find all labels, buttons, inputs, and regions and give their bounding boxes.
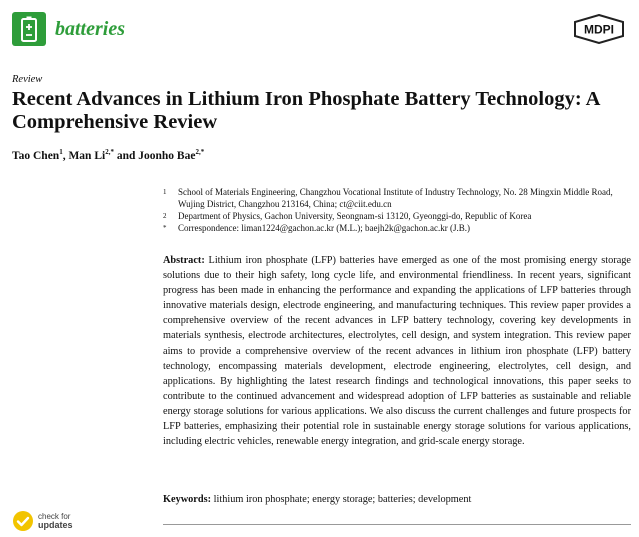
author-name[interactable]: Tao Chen: [12, 149, 60, 162]
affiliation-mark: 2: [163, 212, 167, 220]
section-divider: [163, 524, 631, 525]
affiliation-item: [163, 210, 633, 222]
keywords: [163, 494, 631, 505]
mdpi-wordmark: MDPI: [584, 22, 614, 37]
journal-name: batteries: [55, 17, 125, 40]
author-separator: ,: [62, 149, 69, 162]
author-separator: and: [113, 149, 139, 162]
journal-logo[interactable]: [12, 12, 125, 46]
abstract-label: Abstract:: [163, 255, 205, 266]
correspondence-text[interactable]: Correspondence: liman1224@gachon.ac.kr (M.L.); baejh2k@gachon.ac.kr (J.B.): [178, 223, 470, 233]
battery-icon: [12, 12, 46, 46]
correspondence-mark: *: [163, 224, 167, 232]
author-affiliation-mark: 2,*: [105, 148, 114, 156]
author-affiliation-mark: 2,*: [195, 148, 205, 156]
author-affiliation-mark: 1: [59, 148, 63, 156]
author-name[interactable]: Man Li: [68, 149, 106, 162]
article-title: Recent Advances in Lithium Iron Phosphate Battery Technology: A Comprehensive Review: [12, 88, 600, 133]
keywords-text: lithium iron phosphate; energy storage; batteries; development: [213, 494, 472, 505]
check-updates-line2: updates: [38, 520, 73, 530]
author-list: [12, 148, 204, 162]
affiliation-item: [163, 186, 633, 210]
check-updates-line1: check for: [38, 512, 71, 521]
abstract: [163, 253, 631, 449]
check-for-updates-badge[interactable]: [12, 510, 73, 532]
article-type: Review: [12, 74, 43, 85]
affiliation-text: School of Materials Engineering, Changzhou Vocational Institute of Industry Technology, No. 28 Mingxin Middle Road, Wujing District, Changzhou 213164, China; ct@ciit.edu.cn: [178, 187, 613, 209]
keywords-label: Keywords:: [163, 494, 212, 505]
affiliation-item: [163, 222, 633, 234]
affiliation-text: Department of Physics, Gachon University, Seongnam-si 13120, Gyeonggi-do, Republic of Korea: [178, 211, 532, 221]
check-updates-icon: [12, 510, 34, 532]
affiliations: [163, 186, 633, 234]
author-name[interactable]: Joonho Bae: [138, 149, 196, 162]
mdpi-logo[interactable]: [573, 14, 625, 49]
abstract-text: Lithium iron phosphate (LFP) batteries have emerged as one of the most promising energy storage solutions due to their high safety, long cycle life, and environmental friendliness. In recent years, significant progress has been made in enhancing the performance and expanding the applications of LFP batteries through innovative materials design, electrode engineering, and manufacturing techniques. This review paper provides a comprehensive overview of the recent advances in LFP battery technology, covering key developments in materials synthesis, electrode architectures, electrolytes, cell design, and system integration. This review paper aims to provide a comprehensive overview of the recent advances in lithium iron phosphate (LFP) battery technology, encompassing materials development, electrode engineering, electrolytes, cell design, and applications. By highlighting the latest research findings and technological innovations, this paper seeks to contribute to the continued advancement and widespread adoption of LFP batteries as sustainable and reliable energy storage solutions for various applications. We also discuss the current challenges and future prospects for LFP batteries, emphasizing their potential role in sustainable energy storage solutions for various applications, including electric vehicles, renewable energy integration, and grid-scale energy storage.: [163, 255, 631, 448]
affiliation-mark: 1: [163, 188, 167, 196]
